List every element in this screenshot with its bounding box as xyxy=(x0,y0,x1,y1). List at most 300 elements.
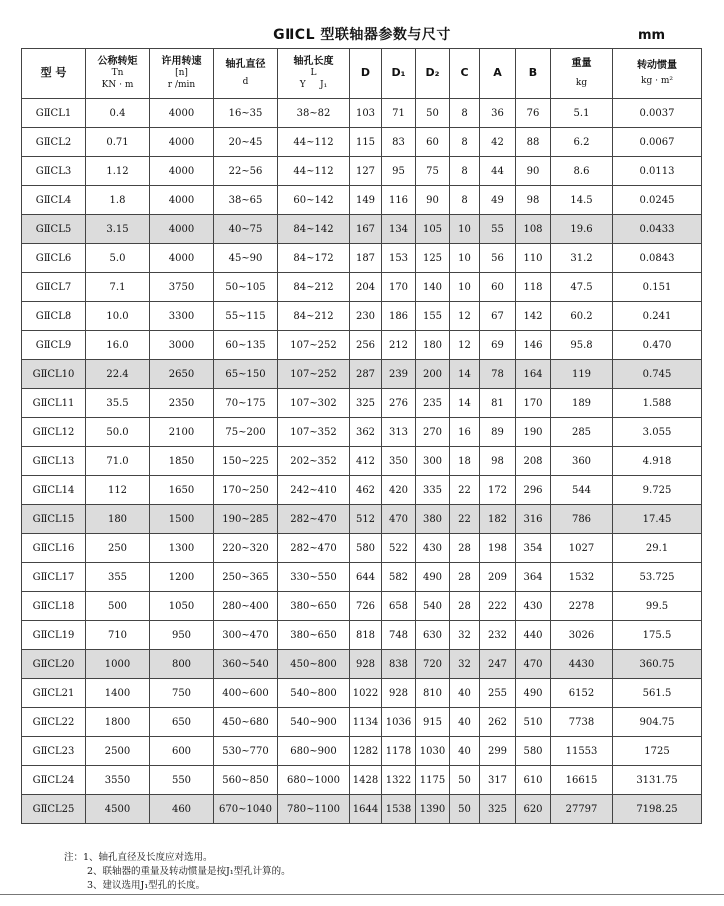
cell-A: 299 xyxy=(480,737,516,766)
cell-B: 364 xyxy=(516,563,551,592)
header-D1: D₁ xyxy=(382,49,416,99)
notes xyxy=(64,851,291,893)
cell-weight: 11553 xyxy=(551,737,613,766)
cell-length: 330~550 xyxy=(278,563,350,592)
cell-bore: 60~135 xyxy=(214,331,278,360)
header-torque: 公称转矩 Tn KN · m xyxy=(86,49,150,99)
cell-weight: 2278 xyxy=(551,592,613,621)
cell-torque: 71.0 xyxy=(86,447,150,476)
cell-torque: 16.0 xyxy=(86,331,150,360)
cell-model: GⅡCL23 xyxy=(22,737,86,766)
cell-D: 462 xyxy=(350,476,382,505)
cell-speed: 950 xyxy=(150,621,214,650)
cell-D2: 300 xyxy=(416,447,450,476)
cell-length: 450~800 xyxy=(278,650,350,679)
parameter-table xyxy=(21,48,702,824)
table-row xyxy=(22,534,702,563)
cell-weight: 6.2 xyxy=(551,128,613,157)
cell-inertia: 0.0843 xyxy=(613,244,702,273)
cell-inertia: 0.470 xyxy=(613,331,702,360)
cell-D1: 186 xyxy=(382,302,416,331)
cell-model: GⅡCL22 xyxy=(22,708,86,737)
cell-speed: 750 xyxy=(150,679,214,708)
table-row xyxy=(22,186,702,215)
cell-speed: 2100 xyxy=(150,418,214,447)
cell-B: 98 xyxy=(516,186,551,215)
header-C: C xyxy=(450,49,480,99)
cell-length: 38~82 xyxy=(278,99,350,128)
cell-D: 167 xyxy=(350,215,382,244)
cell-D: 1282 xyxy=(350,737,382,766)
cell-B: 208 xyxy=(516,447,551,476)
cell-model: GⅡCL25 xyxy=(22,795,86,824)
cell-model: GⅡCL18 xyxy=(22,592,86,621)
cell-inertia: 4.918 xyxy=(613,447,702,476)
cell-D: 580 xyxy=(350,534,382,563)
cell-D: 204 xyxy=(350,273,382,302)
cell-inertia: 904.75 xyxy=(613,708,702,737)
header-weight: 重量 kg xyxy=(551,49,613,99)
cell-C: 14 xyxy=(450,389,480,418)
cell-A: 209 xyxy=(480,563,516,592)
cell-bore: 150~225 xyxy=(214,447,278,476)
cell-C: 16 xyxy=(450,418,480,447)
cell-weight: 4430 xyxy=(551,650,613,679)
cell-bore: 16~35 xyxy=(214,99,278,128)
cell-weight: 786 xyxy=(551,505,613,534)
cell-torque: 1.8 xyxy=(86,186,150,215)
cell-bore: 670~1040 xyxy=(214,795,278,824)
cell-speed: 4000 xyxy=(150,128,214,157)
cell-length: 84~212 xyxy=(278,302,350,331)
cell-length: 540~900 xyxy=(278,708,350,737)
cell-inertia: 9.725 xyxy=(613,476,702,505)
cell-speed: 3000 xyxy=(150,331,214,360)
table-body xyxy=(22,99,702,824)
cell-inertia: 17.45 xyxy=(613,505,702,534)
cell-B: 490 xyxy=(516,679,551,708)
table-row xyxy=(22,766,702,795)
cell-length: 242~410 xyxy=(278,476,350,505)
cell-length: 84~142 xyxy=(278,215,350,244)
cell-model: GⅡCL14 xyxy=(22,476,86,505)
cell-A: 172 xyxy=(480,476,516,505)
cell-D2: 200 xyxy=(416,360,450,389)
cell-A: 81 xyxy=(480,389,516,418)
header-A: A xyxy=(480,49,516,99)
cell-weight: 19.6 xyxy=(551,215,613,244)
cell-bore: 360~540 xyxy=(214,650,278,679)
cell-model: GⅡCL6 xyxy=(22,244,86,273)
cell-bore: 170~250 xyxy=(214,476,278,505)
cell-bore: 45~90 xyxy=(214,244,278,273)
cell-D1: 522 xyxy=(382,534,416,563)
cell-bore: 75~200 xyxy=(214,418,278,447)
table-row xyxy=(22,679,702,708)
cell-bore: 38~65 xyxy=(214,186,278,215)
cell-D2: 720 xyxy=(416,650,450,679)
note-line: 3、建议选用J₁型孔的长度。 xyxy=(87,880,206,891)
cell-A: 60 xyxy=(480,273,516,302)
table-row xyxy=(22,505,702,534)
cell-D1: 212 xyxy=(382,331,416,360)
cell-A: 67 xyxy=(480,302,516,331)
cell-weight: 360 xyxy=(551,447,613,476)
cell-D: 256 xyxy=(350,331,382,360)
cell-model: GⅡCL10 xyxy=(22,360,86,389)
cell-speed: 1850 xyxy=(150,447,214,476)
table-row xyxy=(22,447,702,476)
cell-D1: 350 xyxy=(382,447,416,476)
cell-bore: 22~56 xyxy=(214,157,278,186)
cell-model: GⅡCL3 xyxy=(22,157,86,186)
cell-A: 317 xyxy=(480,766,516,795)
cell-weight: 119 xyxy=(551,360,613,389)
cell-A: 255 xyxy=(480,679,516,708)
header-bore: 轴孔直径 d xyxy=(214,49,278,99)
cell-D2: 335 xyxy=(416,476,450,505)
cell-D1: 420 xyxy=(382,476,416,505)
cell-model: GⅡCL8 xyxy=(22,302,86,331)
cell-torque: 50.0 xyxy=(86,418,150,447)
cell-model: GⅡCL5 xyxy=(22,215,86,244)
page-title: GⅡCL 型联轴器参数与尺寸 xyxy=(273,27,451,43)
cell-inertia: 0.0113 xyxy=(613,157,702,186)
cell-length: 282~470 xyxy=(278,534,350,563)
table-row xyxy=(22,563,702,592)
cell-D1: 71 xyxy=(382,99,416,128)
cell-bore: 280~400 xyxy=(214,592,278,621)
cell-length: 60~142 xyxy=(278,186,350,215)
cell-speed: 650 xyxy=(150,708,214,737)
cell-speed: 3750 xyxy=(150,273,214,302)
cell-D1: 1538 xyxy=(382,795,416,824)
cell-D: 1644 xyxy=(350,795,382,824)
cell-D: 644 xyxy=(350,563,382,592)
cell-length: 282~470 xyxy=(278,505,350,534)
cell-D2: 1030 xyxy=(416,737,450,766)
cell-inertia: 0.151 xyxy=(613,273,702,302)
cell-length: 44~112 xyxy=(278,157,350,186)
table-row xyxy=(22,215,702,244)
cell-model: GⅡCL24 xyxy=(22,766,86,795)
cell-D: 325 xyxy=(350,389,382,418)
cell-length: 540~800 xyxy=(278,679,350,708)
header-D: D xyxy=(350,49,382,99)
table-row xyxy=(22,157,702,186)
cell-B: 88 xyxy=(516,128,551,157)
cell-model: GⅡCL11 xyxy=(22,389,86,418)
cell-bore: 530~770 xyxy=(214,737,278,766)
cell-C: 40 xyxy=(450,679,480,708)
cell-D1: 153 xyxy=(382,244,416,273)
cell-B: 146 xyxy=(516,331,551,360)
cell-bore: 65~150 xyxy=(214,360,278,389)
cell-torque: 355 xyxy=(86,563,150,592)
cell-speed: 1300 xyxy=(150,534,214,563)
cell-torque: 710 xyxy=(86,621,150,650)
cell-D2: 60 xyxy=(416,128,450,157)
table-row xyxy=(22,360,702,389)
cell-A: 69 xyxy=(480,331,516,360)
cell-weight: 31.2 xyxy=(551,244,613,273)
table-row xyxy=(22,273,702,302)
cell-torque: 1000 xyxy=(86,650,150,679)
cell-A: 55 xyxy=(480,215,516,244)
cell-D: 1428 xyxy=(350,766,382,795)
cell-D: 928 xyxy=(350,650,382,679)
cell-torque: 1400 xyxy=(86,679,150,708)
cell-D1: 582 xyxy=(382,563,416,592)
cell-B: 316 xyxy=(516,505,551,534)
cell-speed: 1050 xyxy=(150,592,214,621)
cell-B: 430 xyxy=(516,592,551,621)
cell-B: 110 xyxy=(516,244,551,273)
cell-D2: 125 xyxy=(416,244,450,273)
cell-torque: 1.12 xyxy=(86,157,150,186)
cell-C: 12 xyxy=(450,302,480,331)
cell-D1: 748 xyxy=(382,621,416,650)
cell-D: 818 xyxy=(350,621,382,650)
cell-torque: 1800 xyxy=(86,708,150,737)
cell-A: 44 xyxy=(480,157,516,186)
cell-D2: 1390 xyxy=(416,795,450,824)
cell-speed: 1200 xyxy=(150,563,214,592)
cell-D2: 75 xyxy=(416,157,450,186)
cell-C: 40 xyxy=(450,737,480,766)
cell-model: GⅡCL1 xyxy=(22,99,86,128)
cell-bore: 55~115 xyxy=(214,302,278,331)
cell-model: GⅡCL17 xyxy=(22,563,86,592)
cell-weight: 47.5 xyxy=(551,273,613,302)
cell-weight: 8.6 xyxy=(551,157,613,186)
cell-D1: 1178 xyxy=(382,737,416,766)
cell-D1: 838 xyxy=(382,650,416,679)
cell-B: 142 xyxy=(516,302,551,331)
cell-inertia: 1.588 xyxy=(613,389,702,418)
cell-length: 107~252 xyxy=(278,360,350,389)
table-row xyxy=(22,621,702,650)
cell-length: 780~1100 xyxy=(278,795,350,824)
cell-A: 232 xyxy=(480,621,516,650)
cell-torque: 4500 xyxy=(86,795,150,824)
cell-D1: 1036 xyxy=(382,708,416,737)
cell-B: 118 xyxy=(516,273,551,302)
table-row xyxy=(22,302,702,331)
cell-C: 22 xyxy=(450,476,480,505)
cell-D: 1022 xyxy=(350,679,382,708)
cell-speed: 460 xyxy=(150,795,214,824)
cell-inertia: 99.5 xyxy=(613,592,702,621)
cell-bore: 70~175 xyxy=(214,389,278,418)
cell-torque: 250 xyxy=(86,534,150,563)
cell-D: 726 xyxy=(350,592,382,621)
cell-weight: 285 xyxy=(551,418,613,447)
cell-C: 10 xyxy=(450,215,480,244)
cell-B: 90 xyxy=(516,157,551,186)
cell-A: 49 xyxy=(480,186,516,215)
cell-B: 440 xyxy=(516,621,551,650)
cell-model: GⅡCL2 xyxy=(22,128,86,157)
cell-length: 84~212 xyxy=(278,273,350,302)
header-length: 轴孔长度 L Y J₁ xyxy=(278,49,350,99)
cell-length: 44~112 xyxy=(278,128,350,157)
cell-model: GⅡCL19 xyxy=(22,621,86,650)
cell-D2: 105 xyxy=(416,215,450,244)
header-speed: 许用转速 [n] r /min xyxy=(150,49,214,99)
cell-D: 187 xyxy=(350,244,382,273)
cell-speed: 3300 xyxy=(150,302,214,331)
cell-weight: 27797 xyxy=(551,795,613,824)
cell-torque: 35.5 xyxy=(86,389,150,418)
header-inertia: 转动惯量 kg · m² xyxy=(613,49,702,99)
cell-B: 620 xyxy=(516,795,551,824)
cell-A: 198 xyxy=(480,534,516,563)
unit-label: mm xyxy=(638,28,666,43)
cell-length: 380~650 xyxy=(278,592,350,621)
cell-B: 164 xyxy=(516,360,551,389)
cell-inertia: 175.5 xyxy=(613,621,702,650)
table-row xyxy=(22,418,702,447)
cell-torque: 10.0 xyxy=(86,302,150,331)
cell-bore: 250~365 xyxy=(214,563,278,592)
cell-A: 42 xyxy=(480,128,516,157)
cell-torque: 112 xyxy=(86,476,150,505)
cell-torque: 0.71 xyxy=(86,128,150,157)
cell-D1: 276 xyxy=(382,389,416,418)
cell-D2: 630 xyxy=(416,621,450,650)
cell-speed: 800 xyxy=(150,650,214,679)
cell-D: 115 xyxy=(350,128,382,157)
cell-A: 56 xyxy=(480,244,516,273)
cell-A: 222 xyxy=(480,592,516,621)
cell-inertia: 3.055 xyxy=(613,418,702,447)
cell-D: 149 xyxy=(350,186,382,215)
cell-B: 610 xyxy=(516,766,551,795)
cell-weight: 189 xyxy=(551,389,613,418)
cell-D: 127 xyxy=(350,157,382,186)
cell-A: 78 xyxy=(480,360,516,389)
cell-A: 247 xyxy=(480,650,516,679)
cell-C: 22 xyxy=(450,505,480,534)
cell-inertia: 1725 xyxy=(613,737,702,766)
cell-D: 230 xyxy=(350,302,382,331)
cell-C: 18 xyxy=(450,447,480,476)
cell-bore: 400~600 xyxy=(214,679,278,708)
header-B: B xyxy=(516,49,551,99)
cell-C: 12 xyxy=(450,331,480,360)
cell-torque: 5.0 xyxy=(86,244,150,273)
bottom-divider xyxy=(0,894,724,895)
cell-B: 108 xyxy=(516,215,551,244)
cell-speed: 2650 xyxy=(150,360,214,389)
cell-inertia: 0.241 xyxy=(613,302,702,331)
cell-D2: 810 xyxy=(416,679,450,708)
cell-bore: 50~105 xyxy=(214,273,278,302)
cell-torque: 7.1 xyxy=(86,273,150,302)
cell-model: GⅡCL15 xyxy=(22,505,86,534)
cell-weight: 14.5 xyxy=(551,186,613,215)
cell-inertia: 7198.25 xyxy=(613,795,702,824)
cell-weight: 16615 xyxy=(551,766,613,795)
cell-speed: 4000 xyxy=(150,244,214,273)
cell-D1: 313 xyxy=(382,418,416,447)
table-row xyxy=(22,99,702,128)
cell-B: 580 xyxy=(516,737,551,766)
cell-D1: 116 xyxy=(382,186,416,215)
cell-weight: 544 xyxy=(551,476,613,505)
cell-inertia: 0.0067 xyxy=(613,128,702,157)
cell-torque: 2500 xyxy=(86,737,150,766)
cell-D2: 540 xyxy=(416,592,450,621)
cell-D1: 170 xyxy=(382,273,416,302)
cell-D1: 928 xyxy=(382,679,416,708)
cell-length: 202~352 xyxy=(278,447,350,476)
cell-A: 262 xyxy=(480,708,516,737)
cell-bore: 20~45 xyxy=(214,128,278,157)
cell-D2: 1175 xyxy=(416,766,450,795)
header-model: 型 号 xyxy=(22,49,86,99)
cell-D2: 270 xyxy=(416,418,450,447)
cell-D1: 658 xyxy=(382,592,416,621)
cell-C: 10 xyxy=(450,273,480,302)
cell-C: 28 xyxy=(450,563,480,592)
cell-model: GⅡCL16 xyxy=(22,534,86,563)
note-line: 2、联轴器的重量及转动惯量是按J₁型孔计算的。 xyxy=(87,866,291,877)
cell-A: 325 xyxy=(480,795,516,824)
cell-model: GⅡCL12 xyxy=(22,418,86,447)
cell-length: 107~252 xyxy=(278,331,350,360)
cell-torque: 180 xyxy=(86,505,150,534)
cell-C: 8 xyxy=(450,99,480,128)
cell-speed: 4000 xyxy=(150,215,214,244)
cell-D: 512 xyxy=(350,505,382,534)
cell-C: 28 xyxy=(450,592,480,621)
cell-weight: 5.1 xyxy=(551,99,613,128)
cell-torque: 22.4 xyxy=(86,360,150,389)
cell-C: 8 xyxy=(450,186,480,215)
cell-C: 14 xyxy=(450,360,480,389)
cell-model: GⅡCL21 xyxy=(22,679,86,708)
cell-C: 50 xyxy=(450,795,480,824)
table-row xyxy=(22,737,702,766)
cell-model: GⅡCL7 xyxy=(22,273,86,302)
cell-D: 412 xyxy=(350,447,382,476)
cell-length: 107~352 xyxy=(278,418,350,447)
cell-B: 510 xyxy=(516,708,551,737)
cell-torque: 0.4 xyxy=(86,99,150,128)
cell-weight: 1027 xyxy=(551,534,613,563)
cell-inertia: 561.5 xyxy=(613,679,702,708)
cell-C: 32 xyxy=(450,621,480,650)
cell-inertia: 0.745 xyxy=(613,360,702,389)
cell-D2: 915 xyxy=(416,708,450,737)
cell-D2: 180 xyxy=(416,331,450,360)
cell-C: 10 xyxy=(450,244,480,273)
cell-speed: 550 xyxy=(150,766,214,795)
cell-D: 103 xyxy=(350,99,382,128)
cell-B: 190 xyxy=(516,418,551,447)
cell-torque: 3.15 xyxy=(86,215,150,244)
table-row xyxy=(22,476,702,505)
cell-bore: 560~850 xyxy=(214,766,278,795)
table-row xyxy=(22,331,702,360)
cell-speed: 4000 xyxy=(150,157,214,186)
cell-A: 36 xyxy=(480,99,516,128)
cell-speed: 1650 xyxy=(150,476,214,505)
cell-A: 182 xyxy=(480,505,516,534)
cell-D1: 1322 xyxy=(382,766,416,795)
